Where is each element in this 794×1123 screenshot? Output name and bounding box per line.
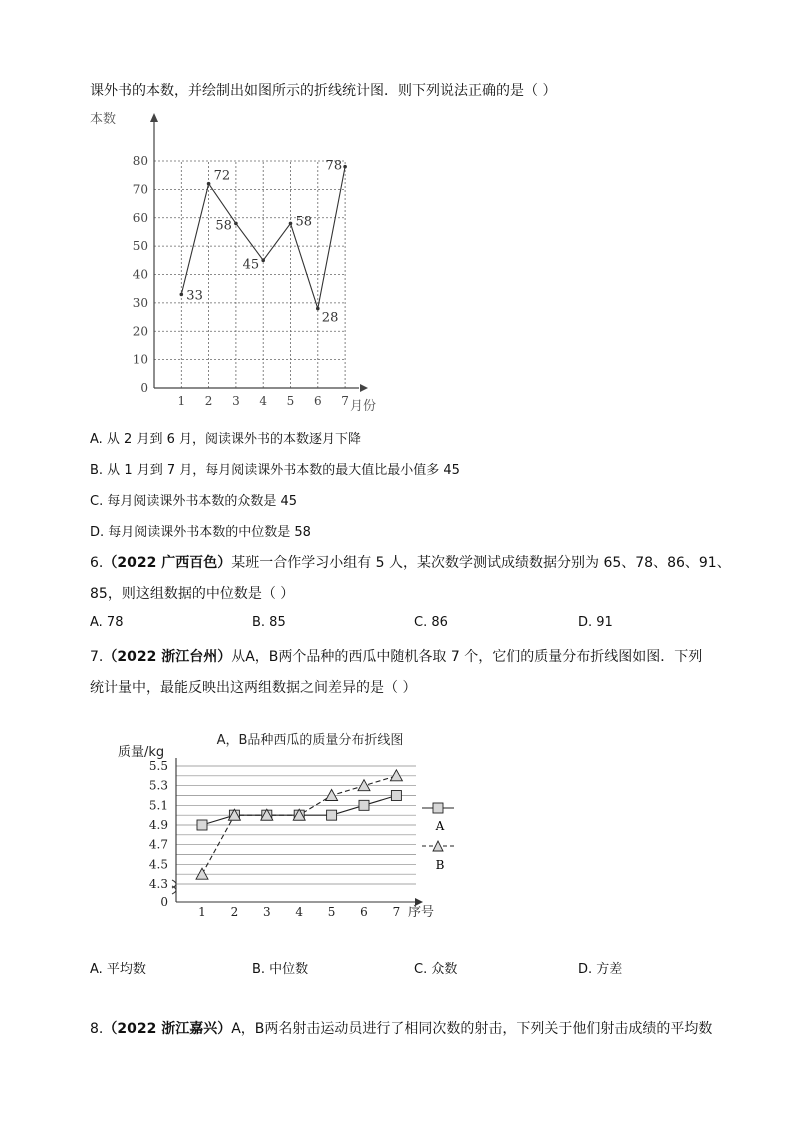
c1-point (289, 222, 293, 226)
c1-data-label: 78 (325, 158, 343, 174)
c1-y-tick: 30 (132, 295, 148, 310)
c1-x-tick: 3 (232, 394, 240, 408)
c1-point (180, 293, 184, 297)
c1-y-tick: 10 (132, 352, 148, 367)
q6-option-c[interactable]: C. 86 (414, 615, 448, 630)
c2-series-b-point (390, 770, 402, 781)
c2-y-tick: 4.9 (148, 818, 168, 832)
c1-data-label: 28 (321, 310, 339, 326)
q6-stem-line1 (90, 552, 731, 572)
c1-x-tick: 7 (341, 394, 349, 408)
q6-option-a[interactable]: A. 78 (90, 615, 124, 630)
c1-x-label: 月份 (350, 399, 377, 414)
c2-x-tick: 7 (392, 905, 401, 919)
c2-legend (422, 803, 454, 872)
c1-y-tick: 80 (132, 154, 148, 168)
c2-x-label: 序号 (408, 905, 435, 920)
c2-title: A，B品种西瓜的质量分布折线图 (216, 733, 404, 748)
q5-option-c[interactable]: C. 每月阅读课外书本数的众数是 45 (90, 494, 298, 509)
q7-option-c[interactable]: C. 众数 (414, 962, 458, 977)
c2-y-tick: 4.5 (148, 857, 168, 872)
c2-series-b-point (326, 790, 338, 801)
q5-stem-tail: 课外书的本数，并绘制出如图所示的折线统计图．则下列说法正确的是（ ） (90, 83, 557, 99)
q5-option-a[interactable]: A. 从 2 月到 6 月，阅读课外书的本数逐月下降 (90, 432, 362, 447)
c2-x-tick: 1 (198, 905, 206, 919)
c1-x-arrow (360, 384, 368, 392)
q6-number: 6. (90, 555, 104, 571)
watermelon-mass-chart (110, 726, 470, 926)
c1-y-label: 本数 (90, 112, 117, 127)
c1-y-arrow (150, 113, 158, 122)
c1-point (343, 165, 347, 169)
q7-number: 7. (90, 649, 104, 665)
c2-legend-b-label: B (435, 858, 445, 872)
c2-axis-break (172, 880, 176, 894)
c2-series-a-point (391, 791, 401, 801)
c1-x-tick: 6 (313, 394, 322, 408)
c1-point (207, 182, 211, 186)
c2-legend-a-marker (433, 803, 443, 813)
c1-y-tick: 20 (132, 324, 148, 339)
c2-series-a-point (327, 810, 337, 820)
q8-stem (90, 1018, 712, 1038)
c1-y-tick: 50 (132, 239, 148, 254)
c1-y-tick: 60 (132, 210, 148, 225)
q8-number: 8. (90, 1021, 104, 1037)
q6-option-d[interactable]: D. 91 (578, 615, 613, 630)
c2-y-tick: 4.7 (148, 837, 168, 852)
c1-data-label: 72 (213, 168, 231, 184)
c2-y-tick: 4.3 (148, 877, 168, 891)
q7-stem-line2: 统计量中，最能反映出这两组数据之间差异的是（ ） (90, 680, 417, 696)
c2-series-b-point (358, 780, 370, 791)
q7-text: 从A，B两个品种的西瓜中随机各取 7 个，它们的质量分布折线图如图．下列 (231, 649, 703, 665)
q7-option-b[interactable]: B. 中位数 (252, 962, 309, 977)
c2-x-tick: 2 (230, 905, 239, 919)
c2-series-a-point (197, 820, 207, 830)
q6-stem-line2: 85，则这组数据的中位数是（ ） (90, 586, 295, 602)
c2-legend-a-label: A (435, 819, 445, 833)
c2-legend-b-marker (433, 841, 443, 851)
c1-point (261, 259, 265, 263)
q7-option-d[interactable]: D. 方差 (578, 962, 623, 977)
c1-x-tick: 5 (286, 394, 295, 408)
c1-x-tick: 2 (204, 394, 213, 408)
c2-series-a-point (359, 800, 369, 810)
c2-x-tick: 5 (327, 905, 336, 919)
c2-y-label: 质量/kg (118, 745, 165, 760)
c2-y-tick: 0 (160, 895, 168, 909)
q5-option-b[interactable]: B. 从 1 月到 7 月，每月阅读课外书本数的最大值比最小值多 45 (90, 463, 460, 478)
c1-point (316, 307, 320, 311)
c1-x-tick: 1 (177, 394, 186, 408)
q6-option-b[interactable]: B. 85 (252, 615, 286, 630)
q7-stem-line1 (90, 646, 702, 666)
q6-text: 某班一合作学习小组有 5 人，某次数学测试成绩数据分别为 65、78、86、91、 (231, 555, 731, 571)
c2-y-tick: 5.3 (148, 778, 168, 793)
c1-data-label: 58 (215, 218, 232, 234)
c2-x-tick: 4 (295, 905, 304, 919)
q5-option-d[interactable]: D. 每月阅读课外书本数的中位数是 58 (90, 525, 311, 540)
c2-series-b-point (196, 868, 208, 879)
c1-data-label: 45 (242, 257, 260, 273)
c1-data-label: 33 (186, 288, 203, 304)
c1-data-label: 58 (295, 214, 313, 230)
c2-y-tick: 5.5 (148, 759, 168, 773)
c2-x-tick: 6 (360, 905, 368, 919)
q7-option-a[interactable]: A. 平均数 (90, 962, 146, 977)
c2-x-tick: 3 (262, 905, 271, 919)
c2-y-tick: 5.1 (148, 798, 168, 813)
c1-y-tick: 70 (132, 182, 148, 197)
reading-line-chart (84, 108, 384, 418)
c1-y-tick: 0 (140, 381, 148, 395)
q7-source: （2022 浙江台州） (103, 649, 232, 665)
c1-y-tick: 40 (132, 267, 148, 282)
q8-text: A，B两名射击运动员进行了相同次数的射击，下列关于他们射击成绩的平均数 (231, 1021, 713, 1037)
q8-source: （2022 浙江嘉兴） (103, 1021, 232, 1037)
c1-x-tick: 4 (259, 394, 268, 408)
q6-source: （2022 广西百色） (103, 555, 232, 571)
c1-point (234, 222, 238, 226)
